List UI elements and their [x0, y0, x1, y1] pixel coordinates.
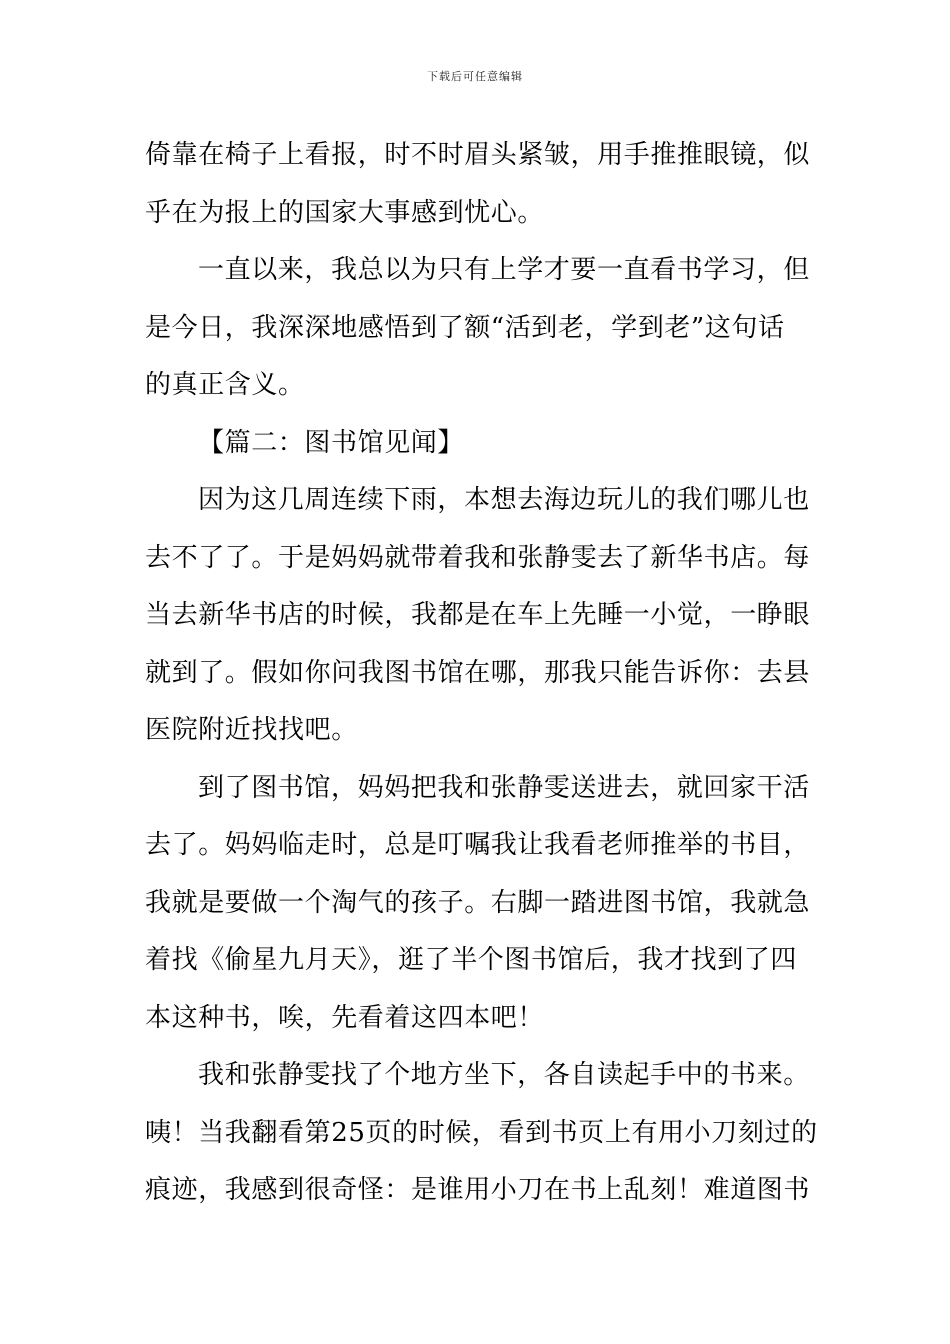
text-line: 的真正含义。 [145, 370, 305, 400]
text-line: 因为这几周连续下雨，本想去海边玩儿的我们哪儿也 [198, 485, 810, 515]
paragraph [145, 127, 811, 242]
paragraph [145, 242, 811, 415]
text-line: 一直以来，我总以为只有上学才要一直看书学习，但 [198, 255, 810, 285]
text-line: 我和张静雯找了个地方坐下，各自读起手中的书来。 [198, 1060, 810, 1090]
section-heading [145, 415, 811, 473]
text-line: 去不了了。于是妈妈就带着我和张静雯去了新华书店。每 [145, 542, 811, 573]
text-line: 是今日，我深深地感悟到了额“活到老，学到老”这句话 [145, 312, 785, 343]
text-line: 就到了。假如你问我图书馆在哪，那我只能告诉你：去县 [145, 657, 811, 688]
text-line: 痕迹，我感到很奇怪：是谁用小刀在书上乱刻！难道图书 [145, 1175, 811, 1205]
text-line: 我就是要做一个淘气的孩子。右脚一踏进图书馆，我就急 [145, 887, 811, 918]
paragraph [145, 1047, 818, 1220]
text-line: 咦！当我翻看第25页的时候，看到书页上有用小刀刻过的 [145, 1117, 818, 1148]
text-line: 本这种书，唉，先看着这四本吧！ [145, 1002, 545, 1033]
paragraph [145, 760, 811, 1048]
section-title: 【篇二：图书馆见闻】 [198, 427, 465, 458]
text-line: 着找《偷星九月天》，逛了半个图书馆后，我才找到了四 [145, 945, 798, 975]
text-line: 当去新华书店的时候，我都是在车上先睡一小觉，一睁眼 [145, 600, 811, 630]
paragraph [145, 472, 811, 760]
text-line: 医院附近找找吧。 [145, 715, 358, 745]
page-header-note: 下载后可任意编辑 [427, 70, 523, 83]
document-body [145, 127, 818, 1220]
text-line: 倚靠在椅子上看报，时不时眉头紧皱，用手推推眼镜，似 [145, 140, 811, 170]
text-line: 去了。妈妈临走时，总是叮嘱我让我看老师推举的书目， [145, 830, 811, 860]
text-line: 乎在为报上的国家大事感到忧心。 [145, 197, 545, 228]
text-line: 到了图书馆，妈妈把我和张静雯送进去，就回家干活 [198, 772, 810, 803]
